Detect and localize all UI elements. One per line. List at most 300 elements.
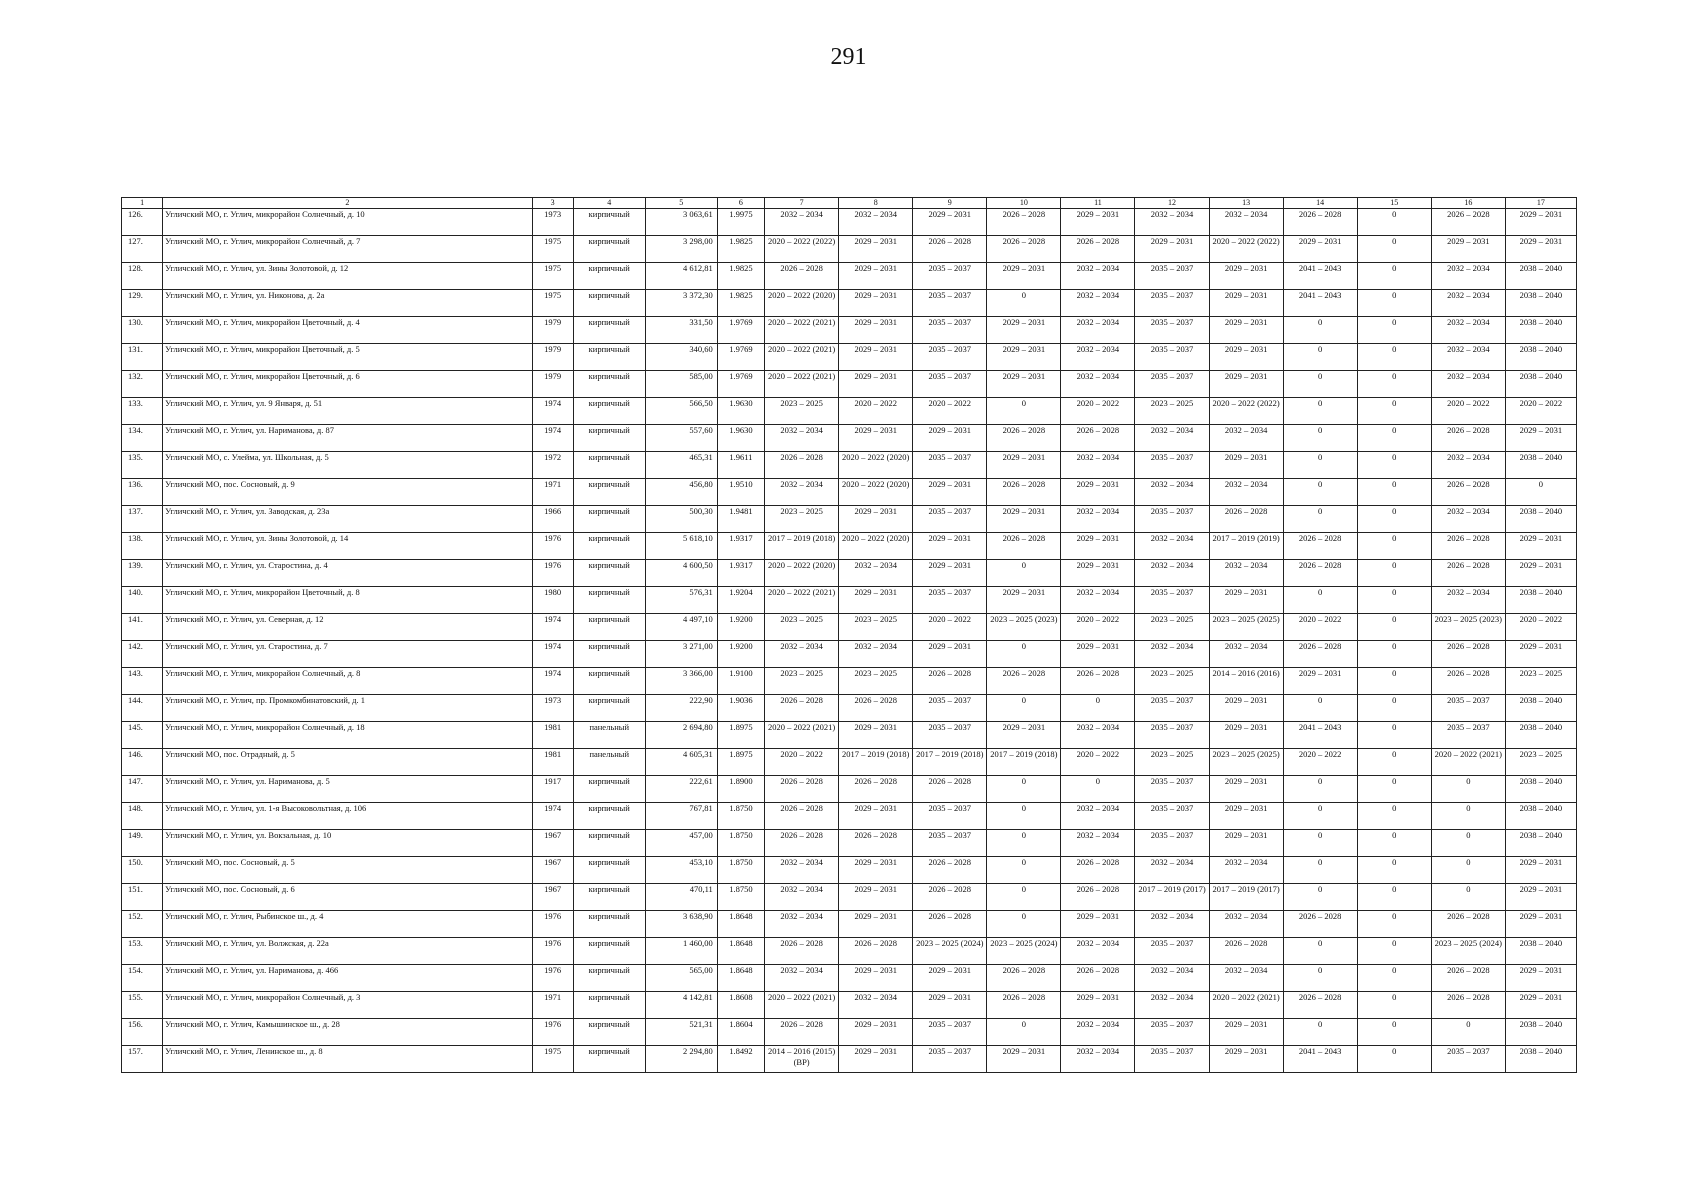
table-row: [122, 236, 1577, 263]
table-cell: 2032 – 2034: [1431, 506, 1505, 533]
table-cell: 1974: [532, 425, 573, 452]
table-cell: 2020 – 2022 (2021): [765, 992, 839, 1019]
table-cell: 2029 – 2031: [1283, 236, 1357, 263]
table-cell: 0: [1357, 533, 1431, 560]
table-cell: 0: [1431, 803, 1505, 830]
table-cell: 2020 – 2022: [1061, 614, 1135, 641]
table-cell: 1976: [532, 911, 573, 938]
table-cell: 2038 – 2040: [1505, 371, 1576, 398]
table-cell: 2023 – 2025: [1135, 614, 1209, 641]
table-cell: 0: [1357, 452, 1431, 479]
table-cell: 2026 – 2028: [1283, 911, 1357, 938]
table-cell: кирпичный: [573, 560, 645, 587]
table-cell: 2020 – 2022: [1283, 614, 1357, 641]
table-cell: 1976: [532, 560, 573, 587]
table-cell: Угличский МО, г. Углич, ул. Северная, д. 12: [163, 614, 532, 641]
table-cell: 1.9036: [717, 695, 764, 722]
table-cell: Угличский МО, г. Углич, микрорайон Цветочный, д. 6: [163, 371, 532, 398]
table-cell: 2026 – 2028: [1431, 425, 1505, 452]
table-cell: кирпичный: [573, 506, 645, 533]
table-cell: 0: [1357, 587, 1431, 614]
table-cell: кирпичный: [573, 776, 645, 803]
table-cell: 2026 – 2028: [1283, 992, 1357, 1019]
table-cell: 0: [1357, 398, 1431, 425]
table-cell: 0: [1357, 749, 1431, 776]
table-cell: 1.8750: [717, 803, 764, 830]
table-row: [122, 722, 1577, 749]
table-cell: кирпичный: [573, 668, 645, 695]
table-cell: 1.9200: [717, 641, 764, 668]
table-cell: 1.9204: [717, 587, 764, 614]
table-cell: 1973: [532, 695, 573, 722]
table-cell: 2029 – 2031: [1505, 965, 1576, 992]
column-number-17: 17: [1505, 198, 1576, 209]
table-cell: 2029 – 2031: [839, 857, 913, 884]
table-cell: 2032 – 2034: [1061, 830, 1135, 857]
table-row: [122, 641, 1577, 668]
table-cell: 2026 – 2028: [913, 857, 987, 884]
column-number-8: 8: [839, 198, 913, 209]
table-cell: 2029 – 2031: [1209, 290, 1283, 317]
table-cell: 2032 – 2034: [1209, 209, 1283, 236]
table-cell: 2017 – 2019 (2018): [765, 533, 839, 560]
table-cell: 2038 – 2040: [1505, 776, 1576, 803]
table-cell: 1967: [532, 857, 573, 884]
table-cell: 0: [1283, 884, 1357, 911]
table-cell: 2041 – 2043: [1283, 722, 1357, 749]
table-cell: 1966: [532, 506, 573, 533]
table-cell: 2032 – 2034: [1135, 992, 1209, 1019]
table-cell: 2029 – 2031: [839, 1046, 913, 1073]
table-cell: 0: [1357, 911, 1431, 938]
table-cell: 2026 – 2028: [1283, 209, 1357, 236]
table-cell: 1.9769: [717, 371, 764, 398]
table-cell: 2020 – 2022 (2021): [765, 587, 839, 614]
table-cell: 1.9825: [717, 263, 764, 290]
table-cell: 2032 – 2034: [1061, 1046, 1135, 1073]
table-cell: 2035 – 2037: [1135, 371, 1209, 398]
table-cell: 2032 – 2034: [1209, 479, 1283, 506]
table-cell: 0: [987, 560, 1061, 587]
table-cell: 2032 – 2034: [1209, 641, 1283, 668]
table-cell: 2029 – 2031: [913, 533, 987, 560]
table-cell: 2026 – 2028: [1061, 668, 1135, 695]
table-cell: Угличский МО, г. Углич, ул. 1-я Высоковольтная, д. 106: [163, 803, 532, 830]
table-cell: 2029 – 2031: [839, 263, 913, 290]
table-cell: 2032 – 2034: [1061, 290, 1135, 317]
table-cell: 142.: [122, 641, 163, 668]
table-cell: 2038 – 2040: [1505, 263, 1576, 290]
table-cell: 456,80: [645, 479, 717, 506]
table-cell: 0: [1357, 317, 1431, 344]
table-cell: 0: [1357, 1019, 1431, 1046]
table-cell: 2032 – 2034: [1431, 452, 1505, 479]
table-cell: 2023 – 2025 (2024): [987, 938, 1061, 965]
table-cell: панельный: [573, 749, 645, 776]
table-cell: 4 605,31: [645, 749, 717, 776]
table-cell: 0: [1357, 209, 1431, 236]
table-row: [122, 371, 1577, 398]
table-cell: 0: [1357, 290, 1431, 317]
column-number-12: 12: [1135, 198, 1209, 209]
table-cell: 0: [1357, 722, 1431, 749]
table-cell: 2029 – 2031: [839, 587, 913, 614]
table-cell: 0: [1283, 587, 1357, 614]
table-cell: 2026 – 2028: [1431, 668, 1505, 695]
table-cell: 2029 – 2031: [1061, 479, 1135, 506]
table-cell: 1.9317: [717, 560, 764, 587]
table-cell: 2020 – 2022 (2021): [765, 344, 839, 371]
column-number-4: 4: [573, 198, 645, 209]
table-row: [122, 452, 1577, 479]
table-cell: 2032 – 2034: [1135, 965, 1209, 992]
table-cell: 0: [987, 911, 1061, 938]
table-cell: 2029 – 2031: [1061, 992, 1135, 1019]
table-cell: 2035 – 2037: [1135, 776, 1209, 803]
table-cell: Угличский МО, г. Углич, ул. Старостина, д. 7: [163, 641, 532, 668]
table-cell: 2017 – 2019 (2018): [987, 749, 1061, 776]
table-cell: 157.: [122, 1046, 163, 1073]
table-cell: Угличский МО, г. Углич, микрорайон Цветочный, д. 5: [163, 344, 532, 371]
table-cell: 2035 – 2037: [1135, 587, 1209, 614]
table-cell: 2029 – 2031: [839, 803, 913, 830]
table-cell: 1981: [532, 749, 573, 776]
table-cell: 2020 – 2022 (2022): [765, 236, 839, 263]
table-cell: 2026 – 2028: [1283, 533, 1357, 560]
table-cell: кирпичный: [573, 803, 645, 830]
table-cell: 2029 – 2031: [913, 209, 987, 236]
table-cell: 2032 – 2034: [1135, 425, 1209, 452]
table-cell: 0: [1357, 965, 1431, 992]
table-cell: 0: [1283, 695, 1357, 722]
table-cell: кирпичный: [573, 344, 645, 371]
table-cell: 2035 – 2037: [1135, 1019, 1209, 1046]
table-cell: 2026 – 2028: [1431, 533, 1505, 560]
column-number-15: 15: [1357, 198, 1431, 209]
table-cell: 2029 – 2031: [839, 506, 913, 533]
table-cell: 1979: [532, 371, 573, 398]
table-cell: кирпичный: [573, 938, 645, 965]
table-cell: 2023 – 2025 (2023): [987, 614, 1061, 641]
table-cell: Угличский МО, пос. Отрадный, д. 5: [163, 749, 532, 776]
table-cell: 2023 – 2025 (2023): [1431, 614, 1505, 641]
table-cell: 2020 – 2022 (2020): [839, 479, 913, 506]
table-cell: 2029 – 2031: [1505, 560, 1576, 587]
table-cell: 2026 – 2028: [839, 938, 913, 965]
table-cell: кирпичный: [573, 830, 645, 857]
table-cell: 2029 – 2031: [1135, 236, 1209, 263]
table-cell: 2032 – 2034: [1061, 263, 1135, 290]
table-cell: кирпичный: [573, 452, 645, 479]
table-cell: 1976: [532, 533, 573, 560]
table-cell: 151.: [122, 884, 163, 911]
table-cell: 126.: [122, 209, 163, 236]
table-cell: 2026 – 2028: [987, 236, 1061, 263]
table-cell: 2029 – 2031: [1209, 452, 1283, 479]
table-cell: кирпичный: [573, 317, 645, 344]
table-cell: 2029 – 2031: [913, 992, 987, 1019]
table-cell: 2035 – 2037: [913, 830, 987, 857]
table-cell: 2029 – 2031: [1209, 587, 1283, 614]
table-cell: 144.: [122, 695, 163, 722]
table-cell: 2029 – 2031: [1209, 803, 1283, 830]
table-cell: 2026 – 2028: [765, 452, 839, 479]
table-cell: 0: [987, 641, 1061, 668]
table-cell: 457,00: [645, 830, 717, 857]
table-cell: 222,90: [645, 695, 717, 722]
table-cell: 2026 – 2028: [1431, 209, 1505, 236]
table-cell: 1.8492: [717, 1046, 764, 1073]
table-cell: 1.8608: [717, 992, 764, 1019]
table-cell: 1917: [532, 776, 573, 803]
table-cell: 1.9630: [717, 398, 764, 425]
table-cell: 2035 – 2037: [913, 587, 987, 614]
table-cell: 2029 – 2031: [1209, 830, 1283, 857]
table-cell: 2032 – 2034: [1135, 857, 1209, 884]
table-cell: 2032 – 2034: [765, 641, 839, 668]
table-cell: 2029 – 2031: [1209, 776, 1283, 803]
table-cell: 134.: [122, 425, 163, 452]
table-cell: 1.9769: [717, 317, 764, 344]
table-cell: 2032 – 2034: [765, 479, 839, 506]
table-row: [122, 992, 1577, 1019]
table-cell: 767,81: [645, 803, 717, 830]
table-cell: кирпичный: [573, 1046, 645, 1073]
table-cell: 2029 – 2031: [987, 317, 1061, 344]
table-cell: 2035 – 2037: [1431, 1046, 1505, 1073]
column-number-16: 16: [1431, 198, 1505, 209]
table-cell: 2020 – 2022 (2021): [1209, 992, 1283, 1019]
table-cell: 2029 – 2031: [839, 722, 913, 749]
table-cell: 2032 – 2034: [1061, 371, 1135, 398]
table-cell: 2038 – 2040: [1505, 1046, 1576, 1073]
column-number-11: 11: [1061, 198, 1135, 209]
table-cell: 2035 – 2037: [1135, 1046, 1209, 1073]
table-cell: 1.8975: [717, 749, 764, 776]
table-cell: 2035 – 2037: [1135, 803, 1209, 830]
table-cell: 148.: [122, 803, 163, 830]
table-cell: 1979: [532, 317, 573, 344]
table-cell: 222,61: [645, 776, 717, 803]
table-cell: 0: [1357, 695, 1431, 722]
table-cell: 2026 – 2028: [1431, 911, 1505, 938]
table-cell: 2026 – 2028: [765, 776, 839, 803]
table-cell: 2029 – 2031: [1283, 668, 1357, 695]
table-cell: кирпичный: [573, 236, 645, 263]
table-cell: 2029 – 2031: [1505, 533, 1576, 560]
table-cell: 0: [1283, 317, 1357, 344]
table-cell: 2032 – 2034: [1061, 587, 1135, 614]
table-cell: 0: [987, 398, 1061, 425]
table-cell: 2014 – 2016 (2015) (ВР): [765, 1046, 839, 1073]
table-cell: 2026 – 2028: [913, 668, 987, 695]
table-cell: 156.: [122, 1019, 163, 1046]
table-cell: 1.9200: [717, 614, 764, 641]
table-cell: 139.: [122, 560, 163, 587]
table-cell: 149.: [122, 830, 163, 857]
table-cell: 2020 – 2022 (2020): [839, 452, 913, 479]
table-cell: 127.: [122, 236, 163, 263]
table-cell: 132.: [122, 371, 163, 398]
table-cell: 2035 – 2037: [913, 722, 987, 749]
table-cell: 2032 – 2034: [1209, 857, 1283, 884]
table-cell: 2035 – 2037: [1135, 263, 1209, 290]
table-cell: 2020 – 2022: [839, 398, 913, 425]
table-cell: 0: [1283, 1019, 1357, 1046]
table-cell: 2032 – 2034: [765, 965, 839, 992]
table-cell: 153.: [122, 938, 163, 965]
table-cell: 129.: [122, 290, 163, 317]
column-number-3: 3: [532, 198, 573, 209]
table-cell: 2026 – 2028: [839, 830, 913, 857]
table-cell: 2020 – 2022: [1283, 749, 1357, 776]
table-cell: 2029 – 2031: [1061, 209, 1135, 236]
table-cell: Угличский МО, г. Углич, микрорайон Солнечный, д. 18: [163, 722, 532, 749]
table-cell: 2029 – 2031: [1505, 641, 1576, 668]
table-cell: 2029 – 2031: [987, 722, 1061, 749]
table-cell: Угличский МО, г. Углич, ул. 9 Января, д. 51: [163, 398, 532, 425]
table-row: [122, 506, 1577, 533]
table-row: [122, 1046, 1577, 1073]
table-cell: 0: [1357, 614, 1431, 641]
table-cell: 2035 – 2037: [1135, 317, 1209, 344]
column-number-2: 2: [163, 198, 532, 209]
table-cell: 0: [1283, 803, 1357, 830]
column-number-1: 1: [122, 198, 163, 209]
table-cell: 0: [1505, 479, 1576, 506]
table-cell: 2026 – 2028: [765, 830, 839, 857]
table-cell: 1972: [532, 452, 573, 479]
table-cell: кирпичный: [573, 533, 645, 560]
table-cell: 2038 – 2040: [1505, 317, 1576, 344]
table-cell: 0: [987, 290, 1061, 317]
table-cell: кирпичный: [573, 398, 645, 425]
table-cell: 0: [1283, 398, 1357, 425]
table-cell: 0: [1357, 506, 1431, 533]
table-cell: 1.9769: [717, 344, 764, 371]
table-cell: 0: [1357, 479, 1431, 506]
table-cell: 2032 – 2034: [1209, 965, 1283, 992]
column-number-7: 7: [765, 198, 839, 209]
table-cell: 133.: [122, 398, 163, 425]
table-cell: 2026 – 2028: [1209, 506, 1283, 533]
table-cell: 0: [1357, 371, 1431, 398]
table-cell: 2029 – 2031: [1505, 992, 1576, 1019]
table-cell: 2029 – 2031: [839, 425, 913, 452]
table-cell: 1974: [532, 668, 573, 695]
table-cell: 2035 – 2037: [913, 1046, 987, 1073]
table-cell: Угличский МО, г. Углич, ул. Вокзальная, д. 10: [163, 830, 532, 857]
table-cell: 2029 – 2031: [1431, 236, 1505, 263]
table-cell: 2032 – 2034: [839, 641, 913, 668]
table-cell: 2023 – 2025: [1135, 668, 1209, 695]
table-cell: 1.8604: [717, 1019, 764, 1046]
table-cell: 2020 – 2022 (2022): [1209, 398, 1283, 425]
table-cell: 2032 – 2034: [1431, 317, 1505, 344]
table-cell: 2038 – 2040: [1505, 830, 1576, 857]
table-cell: 2020 – 2022 (2020): [765, 560, 839, 587]
column-number-10: 10: [987, 198, 1061, 209]
table-row: [122, 830, 1577, 857]
table-cell: кирпичный: [573, 911, 645, 938]
table-cell: 1.9825: [717, 290, 764, 317]
table-cell: 2032 – 2034: [1135, 641, 1209, 668]
table-cell: 2026 – 2028: [1209, 938, 1283, 965]
table-cell: 1974: [532, 641, 573, 668]
table-cell: 2026 – 2028: [765, 938, 839, 965]
column-number-13: 13: [1209, 198, 1283, 209]
table-cell: 2032 – 2034: [1061, 344, 1135, 371]
table-row: [122, 668, 1577, 695]
table-cell: кирпичный: [573, 209, 645, 236]
table-cell: 2017 – 2019 (2018): [913, 749, 987, 776]
table-cell: 1967: [532, 884, 573, 911]
table-cell: 147.: [122, 776, 163, 803]
table-cell: 585,00: [645, 371, 717, 398]
table-cell: 1.9317: [717, 533, 764, 560]
table-cell: кирпичный: [573, 479, 645, 506]
table-cell: 2026 – 2028: [1431, 479, 1505, 506]
table-cell: 2032 – 2034: [1431, 371, 1505, 398]
table-cell: 2029 – 2031: [1505, 884, 1576, 911]
table-cell: 2026 – 2028: [765, 263, 839, 290]
table-cell: 2020 – 2022: [1505, 398, 1576, 425]
table-cell: 2020 – 2022 (2022): [1209, 236, 1283, 263]
table-cell: 2020 – 2022: [913, 398, 987, 425]
table-cell: 2029 – 2031: [1505, 209, 1576, 236]
table-cell: Угличский МО, г. Углич, ул. Нариманова, д. 466: [163, 965, 532, 992]
table-cell: Угличский МО, г. Углич, ул. Никонова, д. 2а: [163, 290, 532, 317]
table-cell: 2017 – 2019 (2018): [839, 749, 913, 776]
table-cell: 2023 – 2025: [765, 614, 839, 641]
table-cell: 340,60: [645, 344, 717, 371]
table-row: [122, 479, 1577, 506]
table-cell: 1976: [532, 1019, 573, 1046]
table-body: [122, 209, 1577, 1073]
table-cell: 2026 – 2028: [1061, 965, 1135, 992]
table-cell: Угличский МО, г. Углич, ул. Зины Золотовой, д. 12: [163, 263, 532, 290]
table-cell: 2029 – 2031: [1061, 533, 1135, 560]
table-cell: 2032 – 2034: [1061, 317, 1135, 344]
table-cell: 2035 – 2037: [1431, 695, 1505, 722]
table-cell: 2026 – 2028: [1061, 425, 1135, 452]
table-cell: 2032 – 2034: [839, 992, 913, 1019]
table-cell: Угличский МО, г. Углич, микрорайон Цветочный, д. 4: [163, 317, 532, 344]
table-row: [122, 209, 1577, 236]
table-cell: 2029 – 2031: [839, 236, 913, 263]
table-cell: 2026 – 2028: [987, 668, 1061, 695]
table-cell: 0: [987, 695, 1061, 722]
table-cell: 2026 – 2028: [1283, 560, 1357, 587]
table-cell: Угличский МО, г. Углич, ул. Заводская, д. 23а: [163, 506, 532, 533]
table-cell: 2023 – 2025: [1135, 398, 1209, 425]
table-cell: 0: [1357, 1046, 1431, 1073]
table-cell: 2026 – 2028: [987, 965, 1061, 992]
table-cell: 152.: [122, 911, 163, 938]
table-cell: 2020 – 2022: [1061, 749, 1135, 776]
table-cell: 2038 – 2040: [1505, 695, 1576, 722]
table-cell: 0: [1431, 1019, 1505, 1046]
table-cell: 2032 – 2034: [1135, 479, 1209, 506]
table-cell: 2023 – 2025 (2025): [1209, 749, 1283, 776]
table-cell: 2029 – 2031: [1209, 1046, 1283, 1073]
table-cell: 4 497,10: [645, 614, 717, 641]
table-cell: 0: [1357, 884, 1431, 911]
table-cell: 2035 – 2037: [1135, 695, 1209, 722]
table-cell: 2038 – 2040: [1505, 290, 1576, 317]
table-cell: Угличский МО, г. Углич, пр. Промкомбинатовский, д. 1: [163, 695, 532, 722]
table-cell: 2032 – 2034: [1209, 425, 1283, 452]
